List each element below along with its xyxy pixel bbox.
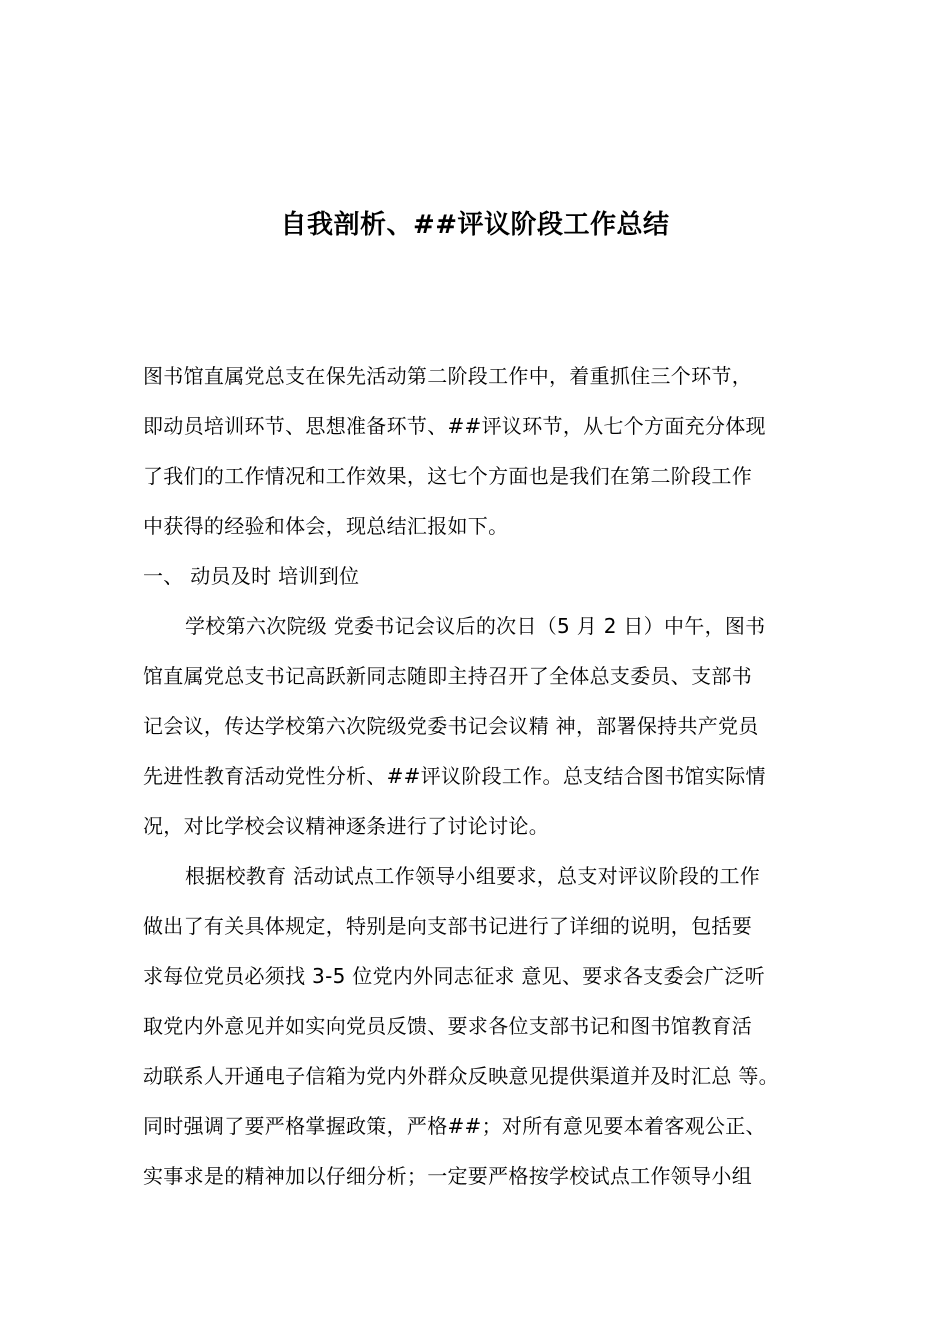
paragraph-line: 学校第六次院级 党委书记会议后的次日（5 月 2 日）中午，图书: [185, 614, 766, 638]
section-heading: 一、 动员及时 培训到位: [143, 564, 360, 588]
paragraph-line: 做出了有关具体规定，特别是向支部书记进行了详细的说明，包括要: [143, 914, 752, 938]
document-body: [143, 351, 813, 1201]
paragraph-line: 中获得的经验和体会，现总结汇报如下。: [143, 514, 509, 538]
paragraph-line: 图书馆直属党总支在保先活动第二阶段工作中，着重抓住三个环节，: [143, 364, 752, 388]
paragraph-line: 况，对比学校会议精神逐条进行了讨论讨论。: [143, 814, 549, 838]
paragraph-line: 动联系人开通电子信箱为党内外群众反映意见提供渠道并及时汇总 等。: [143, 1064, 779, 1088]
paragraph-line: 馆直属党总支书记高跃新同志随即主持召开了全体总支委员、支部书: [143, 664, 752, 688]
paragraph-line: 了我们的工作情况和工作效果，这七个方面也是我们在第二阶段工作: [143, 464, 752, 488]
paragraph-line: 同时强调了要严格掌握政策，严格##；对所有意见要本着客观公正、: [143, 1114, 766, 1138]
paragraph-line: 即动员培训环节、思想准备环节、##评议环节，从七个方面充分体现: [143, 414, 766, 438]
paragraph-line: 取党内外意见并如实向党员反馈、要求各位支部书记和图书馆教育活: [143, 1014, 752, 1038]
paragraph-line: 先进性教育活动党性分析、##评议阶段工作。总支结合图书馆实际情: [143, 764, 766, 788]
paragraph-line: 实事求是的精神加以仔细分析；一定要严格按学校试点工作领导小组: [143, 1164, 752, 1188]
document-title: 自我剖析、##评议阶段工作总结: [280, 210, 670, 240]
paragraph-line: 根据校教育 活动试点工作领导小组要求，总支对评议阶段的工作: [185, 864, 761, 888]
paragraph-line: 记会议，传达学校第六次院级党委书记会议精 神，部署保持共产党员: [143, 714, 759, 738]
paragraph-line: 求每位党员必须找 3-5 位党内外同志征求 意见、要求各支委会广泛听: [143, 964, 765, 988]
